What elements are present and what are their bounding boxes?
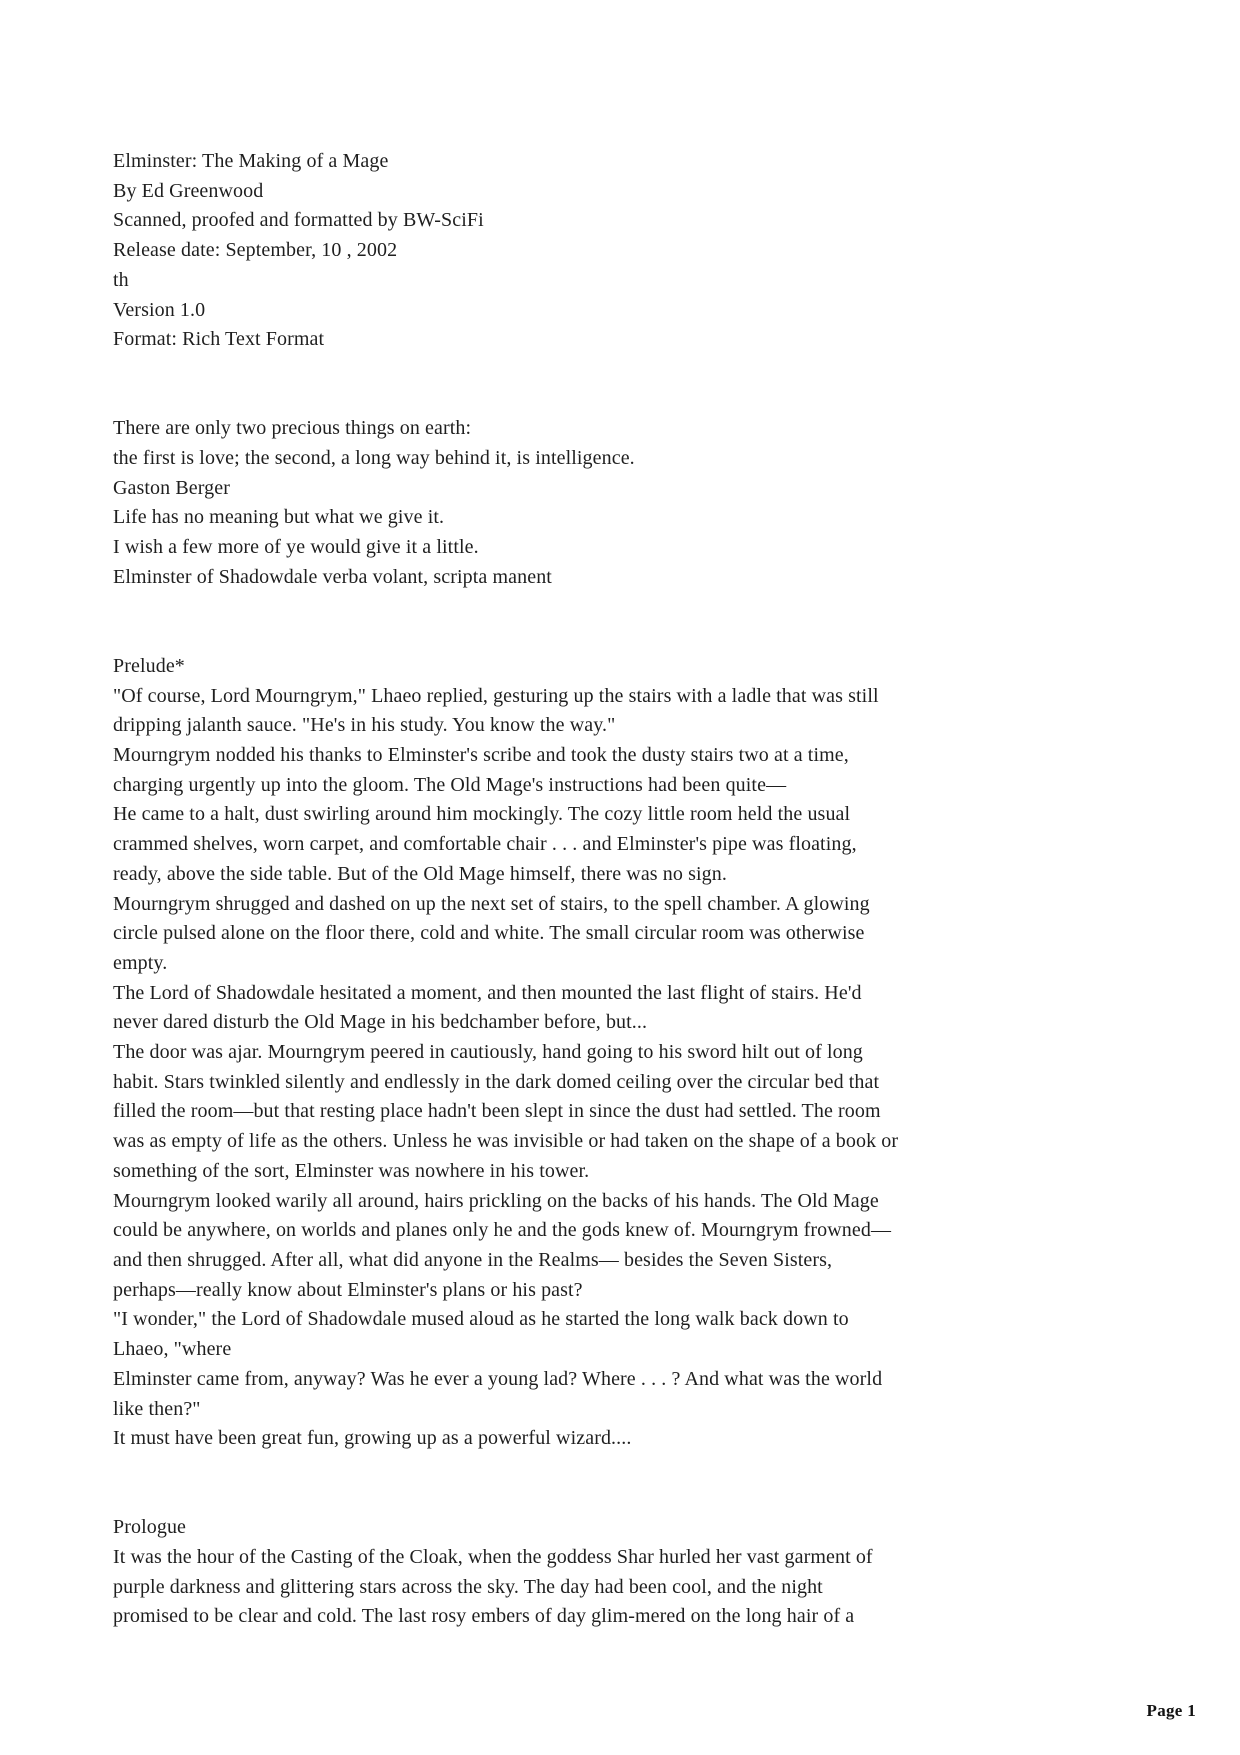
text-line: Scanned, proofed and formatted by BW-SciFi bbox=[113, 209, 484, 232]
text-line: like then?" bbox=[113, 1397, 201, 1420]
text-line: Elminster of Shadowdale verba volant, scripta manent bbox=[113, 565, 552, 588]
text-line: He came to a halt, dust swirling around him mockingly. The cozy little room held the usual bbox=[113, 803, 851, 826]
text-line: dripping jalanth sauce. "He's in his study. You know the way." bbox=[113, 714, 616, 737]
text-line: It must have been great fun, growing up as a powerful wizard.... bbox=[113, 1427, 632, 1450]
text-column bbox=[113, 147, 1200, 1632]
text-line: filled the room—but that resting place hadn't been slept in since the dust had settled. The room bbox=[113, 1100, 881, 1123]
text-line: Elminster came from, anyway? Was he ever a young lad? Where . . . ? And what was the world bbox=[113, 1367, 883, 1390]
text-line: crammed shelves, worn carpet, and comfortable chair . . . and Elminster's pipe was floating, bbox=[113, 833, 857, 856]
text-line: Gaston Berger bbox=[113, 476, 231, 499]
text-line: habit. Stars twinkled silently and endlessly in the dark domed ceiling over the circular bed that bbox=[113, 1070, 880, 1093]
text-line: th bbox=[113, 268, 129, 291]
text-line: could be anywhere, on worlds and planes only he and the gods knew of. Mourngrym frowned— bbox=[113, 1219, 892, 1242]
text-line: Release date: September, 10 , 2002 bbox=[113, 239, 398, 262]
text-line: empty. bbox=[113, 951, 168, 974]
text-line: The door was ajar. Mourngrym peered in cautiously, hand going to his sword hilt out of long bbox=[113, 1041, 863, 1064]
text-line: Version 1.0 bbox=[113, 298, 206, 321]
prologue-body bbox=[113, 1543, 1200, 1632]
text-line: and then shrugged. After all, what did anyone in the Realms— besides the Seven Sisters, bbox=[113, 1248, 833, 1271]
text-line: The Lord of Shadowdale hesitated a moment, and then mounted the last flight of stairs. He'd bbox=[113, 981, 862, 1004]
prologue-title: Prologue bbox=[113, 1516, 187, 1539]
text-line: Mourngrym looked warily all around, hairs prickling on the backs of his hands. The Old Mage bbox=[113, 1189, 879, 1212]
text-line: "Of course, Lord Mourngrym," Lhaeo replied, gesturing up the stairs with a ladle that was still bbox=[113, 684, 879, 707]
prelude-body bbox=[113, 682, 1200, 1454]
text-line: perhaps—really know about Elminster's plans or his past? bbox=[113, 1278, 583, 1301]
text-line: promised to be clear and cold. The last rosy embers of day glim-mered on the long hair of a bbox=[113, 1605, 855, 1628]
text-line: Elminster: The Making of a Mage bbox=[113, 150, 389, 172]
prelude-section bbox=[113, 652, 1200, 1454]
text-line: Mourngrym nodded his thanks to Elminster's scribe and took the dusty stairs two at a time, bbox=[113, 744, 849, 767]
text-line: Lhaeo, "where bbox=[113, 1338, 232, 1361]
text-line: purple darkness and glittering stars across the sky. The day had been cool, and the night bbox=[113, 1575, 823, 1598]
prelude-title: Prelude* bbox=[113, 654, 185, 677]
text-line: It was the hour of the Casting of the Cloak, when the goddess Shar hurled her vast garment of bbox=[113, 1546, 873, 1568]
text-line: By Ed Greenwood bbox=[113, 179, 264, 202]
text-line: charging urgently up into the gloom. The Old Mage's instructions had been quite— bbox=[113, 773, 787, 796]
page-number: Page 1 bbox=[1146, 1701, 1196, 1720]
text-line: circle pulsed alone on the floor there, cold and white. The small circular room was otherwise bbox=[113, 922, 865, 945]
text-line: "I wonder," the Lord of Shadowdale mused aloud as he started the long walk back down to bbox=[113, 1308, 849, 1331]
text-line: There are only two precious things on earth: bbox=[113, 417, 472, 440]
text-line: Life has no meaning but what we give it. bbox=[113, 506, 445, 529]
header-block bbox=[113, 147, 1200, 355]
text-line: Format: Rich Text Format bbox=[113, 328, 325, 351]
text-line: Mourngrym shrugged and dashed on up the next set of stairs, to the spell chamber. A glowing bbox=[113, 892, 870, 915]
prologue-section bbox=[113, 1513, 1200, 1632]
text-line: I wish a few more of ye would give it a little. bbox=[113, 536, 479, 559]
text-line: was as empty of life as the others. Unless he was invisible or had taken on the shape of a book or bbox=[113, 1130, 899, 1153]
text-line: something of the sort, Elminster was nowhere in his tower. bbox=[113, 1159, 590, 1182]
text-line: the first is love; the second, a long way behind it, is intelligence. bbox=[113, 447, 635, 470]
epigraph-block bbox=[113, 414, 1200, 592]
text-line: ready, above the side table. But of the Old Mage himself, there was no sign. bbox=[113, 862, 727, 885]
text-line: never dared disturb the Old Mage in his bedchamber before, but... bbox=[113, 1011, 648, 1034]
